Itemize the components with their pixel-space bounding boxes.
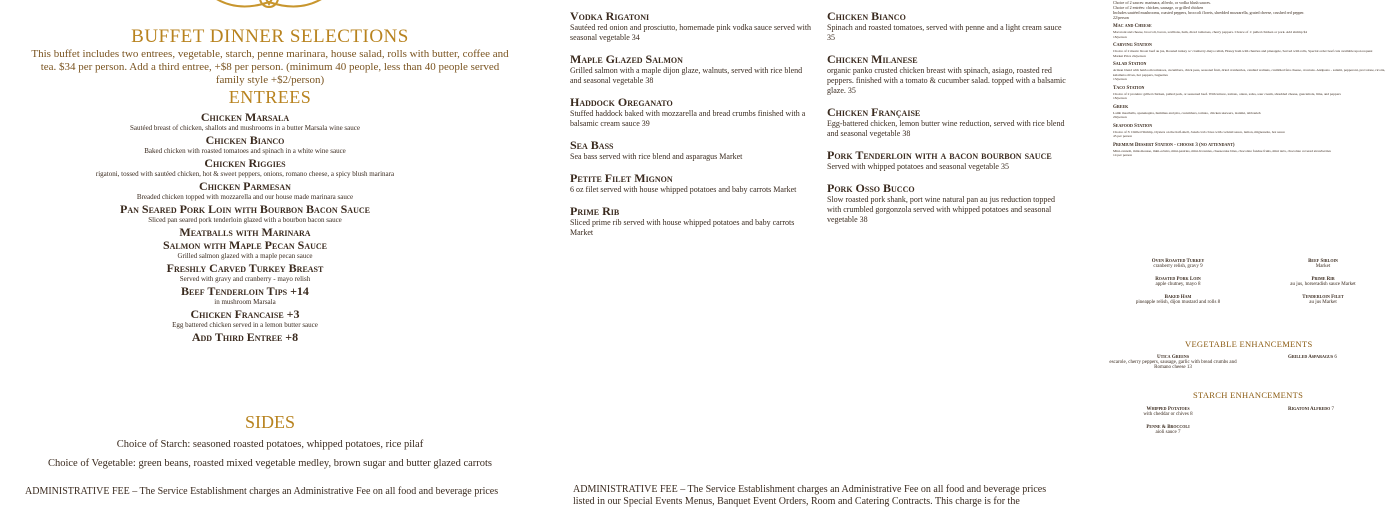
pasta-note-line: 22/person xyxy=(1113,15,1129,20)
menu-item-price: Market xyxy=(570,228,594,237)
starch-item xyxy=(1108,424,1228,435)
entree-item xyxy=(90,111,400,133)
pasta-note-line: Includes sautéed mushrooms, roasted peppers, broccoli florets, shredded mozzarella, grated cheese, crushed red pepper. xyxy=(1113,10,1305,15)
station-price: 45 per person xyxy=(1113,134,1133,138)
station-item xyxy=(1113,124,1390,139)
entree-name: Chicken Francaise +3 xyxy=(190,307,300,321)
menu-item-name: Chicken Bianco xyxy=(827,9,906,23)
carving-name: Tenderloin Filet xyxy=(1302,295,1344,300)
entree-name: Freshly Carved Turkey Breast xyxy=(166,261,324,275)
menu-item xyxy=(570,139,815,162)
carving-name: Beef Sirloin xyxy=(1308,259,1338,264)
veg-name: Grilled Asparagus xyxy=(1288,355,1334,360)
menu-item xyxy=(570,172,815,195)
menu-item-price: 38 xyxy=(859,215,868,224)
ornament-logo-icon xyxy=(205,0,333,16)
entree-name: Beef Tenderloin Tips +14 xyxy=(181,284,309,298)
carving-name: Oven Roasted Turkey xyxy=(1151,259,1205,264)
entree-item xyxy=(90,134,400,156)
menu-item xyxy=(827,53,1067,96)
menu-item-name: Petite Filet Mignon xyxy=(570,171,673,185)
menu-item-price: 34 xyxy=(631,33,640,42)
carving-item xyxy=(1128,294,1228,305)
station-desc: Mini-cannoli, mini-mousse, mini-eclairs, mini-pastries, mini-brownies, cheesecake bites, chocolate fondue fruits, mini tarts, chocolate covered strawberries xyxy=(1113,148,1331,153)
carving-desc: Market xyxy=(1315,264,1331,269)
station-desc: Choice of 2 meats: Roast beef au jus, Roasted turkey w/ cranberry-mayo relish, Honey ham with cherries and pineapple, Served with rolls, Special order beef cuts available upon request xyxy=(1113,49,1373,53)
menu-item-price: 35 xyxy=(847,86,856,95)
starch-name: Rigatoni Alfredo xyxy=(1288,407,1331,412)
entree-desc: Grilled salmon glazed with a maple pecan sauce xyxy=(177,252,313,260)
entree-item xyxy=(90,203,400,225)
menu-item-name: Prime Rib xyxy=(570,204,620,218)
entree-name: Add Third Entree +8 xyxy=(191,330,299,344)
station-desc: Macaroni and cheese, broccoli, bacon, scallions, ham, diced tomatoes, cherry peppers. Choice of 1: pulled chicken or pork. Add shrimp $4 xyxy=(1113,30,1307,34)
carving-desc: au jus Market xyxy=(1309,300,1337,305)
veg-name: Utica Greens xyxy=(1156,355,1190,360)
station-item xyxy=(1113,86,1390,101)
menu-item-desc: Egg-battered chicken, lemon butter wine reduction, served with rice blend and seasonal vegetable xyxy=(827,119,1065,138)
plated-column-left xyxy=(565,0,815,500)
carving-desc: cranberry relish, gravy 9 xyxy=(1153,264,1203,269)
entree-list xyxy=(90,111,400,344)
station-desc: Artisan blend with heirloom tomatoes, cucumbers, chick peas, seasonal fruit, dried cranberries, candied walnuts, crumbled feta cheese, croutons. Antipasto - salami, pepperoni, provolone, ricotta, kalamata olives, hot peppers, baguettes xyxy=(1113,68,1386,77)
menu-item-price: Market xyxy=(719,152,743,161)
station-name: Premium Dessert Station - choose 3 (no attendant) xyxy=(1113,142,1235,148)
menu-item-desc: Sautéed red onion and prosciutto, homemade pink vodka sauce served with seasonal vegetable xyxy=(570,23,812,42)
menu-item-name: Haddock Oreganato xyxy=(570,95,673,109)
entree-item xyxy=(90,331,400,344)
entree-name: Meatballs with Marinara xyxy=(179,225,311,239)
menu-item-price: 38 xyxy=(645,76,654,85)
entree-item xyxy=(90,262,400,284)
starch-item xyxy=(1288,406,1368,412)
starch-desc: aioli sauce 7 xyxy=(1155,430,1181,435)
menu-item-desc: Stuffed haddock baked with mozzarella and bread crumbs finished with a balsamic cream sauce xyxy=(570,109,806,128)
veg-item xyxy=(1108,354,1238,370)
vegetable-enhancements-heading: VEGETABLE ENHANCEMENTS xyxy=(1185,339,1313,349)
station-price: 18/person xyxy=(1113,96,1127,100)
menu-item-name: Sea Bass xyxy=(570,138,614,152)
menu-item-desc: Grilled salmon with a maple dijon glaze, walnuts, served with rice blend and seasonal vegetable xyxy=(570,66,803,85)
menu-item-desc: Sliced prime rib served with house whipped potatoes and baby carrots xyxy=(570,218,795,227)
station-name: Taco Station xyxy=(1113,85,1145,91)
station-name: Greek xyxy=(1113,104,1129,110)
starch-desc: 7 xyxy=(1331,407,1335,412)
station-name: Salad Station xyxy=(1113,62,1147,67)
menu-item-price: 35 xyxy=(1000,162,1009,171)
menu-item-desc: 6 oz filet served with house whipped potatoes and baby carrots xyxy=(570,185,772,194)
station-desc: Lamb meatballs, spanakopita, hummus and pita, cucumbers, tomato, chicken skewers, tzatziki, tabbouleh xyxy=(1113,110,1261,115)
entree-desc: Sautéed breast of chicken, shallots and mushrooms in a butter Marsala wine sauce xyxy=(130,124,360,132)
entree-name: Chicken Marsala xyxy=(200,110,290,124)
menu-item-desc: Slow roasted pork shank, port wine natural pan au jus reduction topped with crumbled gorgonzola served with whipped potatoes and seasonal vegetable xyxy=(827,195,1055,224)
menu-item-name: Pork Osso Bucco xyxy=(827,181,915,195)
starch-desc: with cheddar or chives 8 xyxy=(1143,412,1193,417)
entree-name: Pan Seared Pork Loin with Bourbon Bacon Sauce xyxy=(120,202,370,216)
starch-name: Whipped Potatoes xyxy=(1146,407,1190,412)
menu-item-desc: Spinach and roasted tomatoes, served with penne and a light cream sauce xyxy=(827,23,1062,32)
entree-item xyxy=(90,180,400,202)
carving-item xyxy=(1278,294,1368,305)
stations-column xyxy=(1108,0,1390,500)
buffet-title: BUFFET DINNER SELECTIONS xyxy=(131,26,409,47)
menu-item-name: Pork Tenderloin with a bacon bourbon sauce xyxy=(827,148,1052,162)
veg-item xyxy=(1288,354,1358,360)
menu-item-name: Chicken Française xyxy=(827,105,921,119)
entree-desc: Egg battered chicken served in a lemon butter sauce xyxy=(172,321,318,329)
menu-item-name: Maple Glazed Salmon xyxy=(570,52,683,66)
menu-item-price: 35 xyxy=(827,33,835,42)
entree-desc: Breaded chicken topped with mozzarella and our house made marinara sauce xyxy=(136,193,354,201)
carving-item xyxy=(1138,258,1218,269)
menu-item xyxy=(827,182,1067,225)
station-desc: Choice of 2 proteins: grilled chicken, pulled pork, or seasoned beef. With lettuce, tomato, onion, salsa, sour cream, shredded cheese, guacamole, lime, and peppers xyxy=(1113,91,1341,96)
station-price: 14 per person xyxy=(1113,153,1133,157)
carving-item xyxy=(1278,258,1368,269)
station-item xyxy=(1113,143,1390,158)
entree-desc: in mushroom Marsala xyxy=(214,298,276,306)
entree-desc: Served with gravy and cranberry - mayo relish xyxy=(179,275,311,283)
pasta-note-line: Choice of 2 entrées: chicken, sausage, or grilled chicken xyxy=(1113,5,1204,10)
carving-name: Prime Rib xyxy=(1311,277,1335,282)
station-item xyxy=(1113,24,1390,39)
menu-item-price: 38 xyxy=(902,129,911,138)
entree-desc: rigatoni, tossed with sautéed chicken, hot & sweet peppers, onions, romano cheese, a spicy blush marinara xyxy=(95,170,395,178)
station-name: Carving Station xyxy=(1113,43,1152,48)
menu-item-name: Chicken Milanese xyxy=(827,52,918,66)
carving-name: Roasted Pork Loin xyxy=(1155,277,1201,282)
station-price: 18/person xyxy=(1113,34,1127,39)
station-name: Seafood Station xyxy=(1113,123,1153,129)
menu-item-desc: organic panko crusted chicken breast with spinach, asiago, roasted red peppers. finished with a tomato & cucumber salad. topped with a balsamic glaze. xyxy=(827,66,1066,95)
starch-name: Penne & Broccoli xyxy=(1146,425,1190,430)
entree-item xyxy=(90,308,400,330)
starch-item xyxy=(1108,406,1228,417)
menu-item xyxy=(570,10,815,43)
station-desc: Choice of 3: Chilled Shrimp, Oysters on the half-shell, Jonah crab claws with cocktail sauce, lemon, mignonette, hot sauce xyxy=(1113,129,1285,134)
carving-desc: apple chutney, mayo 8 xyxy=(1155,282,1201,287)
carving-desc: pineapple relish, dijon mustard and rolls 8 xyxy=(1135,300,1221,305)
carving-desc: au jus, horseradish sauce Market xyxy=(1290,282,1356,287)
station-item xyxy=(1113,105,1390,120)
entree-desc: Baked chicken with roasted tomatoes and spinach in a white wine sauce xyxy=(144,147,346,155)
entree-item xyxy=(90,285,400,307)
starch-choice: Choice of Starch: seasoned roasted potatoes, whipped potatoes, rice pilaf xyxy=(116,439,424,450)
buffet-intro: This buffet includes two entrees, vegetable, starch, penne marinara, house salad, rolls with butter, coffee and tea. $34 per person. Add a third entree, +$8 per person. (minimum 40 people, less than 40 people served family style +$2/person) xyxy=(31,48,509,86)
menu-item-desc: Sea bass served with rice blend and asparagus xyxy=(570,152,718,161)
station-price: Market Price 24/person xyxy=(1113,53,1146,58)
vegetable-choice: Choice of Vegetable: green beans, roasted mixed vegetable medley, brown sugar and butter glazed carrots xyxy=(47,458,493,469)
veg-desc: 6 xyxy=(1334,355,1337,360)
entree-name: Salmon with Maple Pecan Sauce xyxy=(162,238,327,252)
menu-item xyxy=(570,53,815,86)
admin-fee-note: ADMINISTRATIVE FEE – The Service Establishment charges an Administrative Fee on all food and beverage prices xyxy=(25,486,499,497)
carving-item xyxy=(1138,276,1218,287)
menu-item-price: Market xyxy=(773,185,797,194)
station-name: Mac and Cheese xyxy=(1113,24,1152,29)
menu-item xyxy=(827,106,1067,139)
entrees-heading: ENTREES xyxy=(228,87,312,107)
menu-item-price: 39 xyxy=(641,119,650,128)
station-price: 13/person xyxy=(1113,77,1127,81)
menu-item xyxy=(827,149,1067,172)
admin-fee-note-2: ADMINISTRATIVE FEE – The Service Establishment charges an Administrative Fee on all food and beverage prices listed in our Special Events Menus, Banquet Event Orders, Room and Catering Contracts. This charge is for the xyxy=(573,484,1047,507)
plated-column-right xyxy=(822,0,1067,500)
buffet-column xyxy=(0,0,540,500)
veg-desc: escarole, cherry peppers, sausage, garlic with bread crumbs and Romano cheese 13 xyxy=(1109,360,1237,370)
starch-enhancements-heading: STARCH ENHANCEMENTS xyxy=(1193,390,1304,400)
menu-item xyxy=(570,205,815,238)
entree-name: Chicken Parmesan xyxy=(199,179,291,193)
carving-name: Baked Ham xyxy=(1164,295,1192,300)
carving-item xyxy=(1278,276,1368,287)
station-price: 20/person xyxy=(1113,115,1127,119)
entree-desc: Sliced pan seared pork tenderloin glazed with a bourbon bacon sauce xyxy=(148,216,342,224)
menu-item-name: Vodka Rigatoni xyxy=(570,9,650,23)
station-item xyxy=(1113,62,1390,82)
menu-item xyxy=(570,96,815,129)
sides-heading: SIDES xyxy=(244,412,295,432)
entree-item xyxy=(90,239,400,261)
entree-name: Chicken Bianco xyxy=(205,133,285,147)
entree-name: Chicken Riggies xyxy=(204,156,286,170)
entree-item xyxy=(90,157,400,179)
station-item xyxy=(1113,43,1390,58)
menu-item xyxy=(827,10,1067,43)
menu-item-desc: Served with whipped potatoes and seasonal vegetable xyxy=(827,162,999,171)
pasta-note-line: Choice of 2 sauces: marinara, alfredo, or vodka blush sauces. xyxy=(1113,0,1211,5)
